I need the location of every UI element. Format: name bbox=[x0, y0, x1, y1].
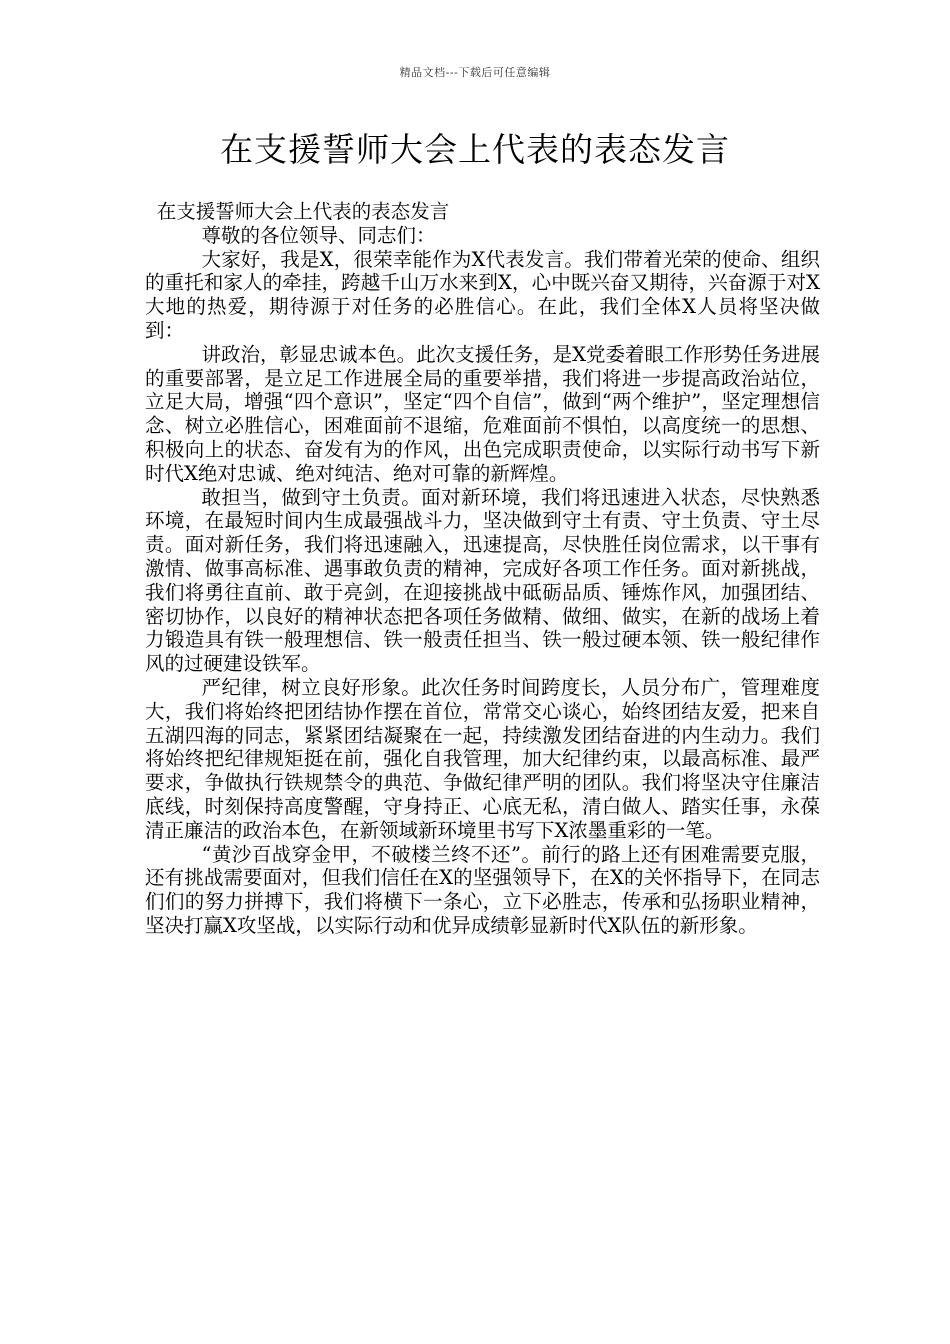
salutation: 尊敬的各位领导、同志们： bbox=[201, 223, 436, 247]
document-body bbox=[145, 200, 820, 938]
body-paragraph: 敢担当，做到守土负责。面对新环境，我们将迅速进入状态，尽快熟悉环境，在最短时间内生成最强战斗力，坚决做到守土有责、守土负责、守土尽责。面对新任务，我们将迅速融入，迅速提高，尽快胜任岗位需求，以干事有激情、做事高标准、遇事敢负责的精神，完成好各项工作任务。面对新挑战，我们将勇往直前、敢于亮剑，在迎接挑战中砥砺品质、锤炼作风，加强团结、密切协作，以良好的精神状态把各项任务做精、做细、做实，在新的战场上着力锻造具有铁一般理想信、铁一般责任担当、铁一般过硬本领、铁一般纪律作风的过硬建设铁军。 bbox=[145, 485, 820, 676]
document-title: 在支援誓师大会上代表的表态发言 bbox=[220, 130, 730, 169]
closing-paragraph: “黄沙百战穿金甲，不破楼兰终不还”。前行的路上还有困难需要克服，还有挑战需要面对，但我们信任在X的坚强领导下，在X的关怀指导下，在同志们们的努力拼搏下，我们将横下一条心，立下必胜志，传承和弘扬职业精神，坚决打赢X攻坚战，以实际行动和优异成绩彰显新时代X队伍的新形象。 bbox=[145, 842, 820, 937]
page-header-note: 精品文档---下载后可任意编辑 bbox=[399, 66, 551, 79]
body-paragraph: 大家好，我是X，很荣幸能作为X代表发言。我们带着光荣的使命、组织的重托和家人的牵挂，跨越千山万水来到X，心中既兴奋又期待，兴奋源于对X大地的热爱，期待源于对任务的必胜信心。在此，我们全体X人员将坚决做到： bbox=[145, 247, 820, 342]
body-paragraph: 严纪律，树立良好形象。此次任务时间跨度长，人员分布广，管理难度大，我们将始终把团结协作摆在首位，常常交心谈心，始终团结友爱，把来自五湖四海的同志，紧紧团结凝聚在一起，持续激发团结奋进的内生动力。我们将始终把纪律规矩挺在前，强化自我管理，加大纪律约束，以最高标准、最严要求，争做执行铁规禁令的典范、争做纪律严明的团队。我们将坚决守住廉洁底线，时刻保持高度警醒，守身持正、心底无私，清白做人、踏实任事，永葆清正廉洁的政治本色，在新领域新环境里书写下X浓墨重彩的一笔。 bbox=[145, 675, 820, 842]
body-paragraph: 讲政治，彰显忠诚本色。此次支援任务，是X党委着眼工作形势任务进展的重要部署，是立足工作进展全局的重要举措，我们将进一步提高政治站位，立足大局，增强“四个意识”，坚定“四个自信”，做到“两个维护”，坚定理想信念、树立必胜信心，困难面前不退缩，危难面前不惧怕，以高度统一的思想、积极向上的状态、奋发有为的作风，出色完成职责使命，以实际行动书写下新时代X绝对忠诚、绝对纯洁、绝对可靠的新辉煌。 bbox=[145, 342, 820, 485]
document-subtitle: 在支援誓师大会上代表的表态发言 bbox=[156, 200, 450, 223]
